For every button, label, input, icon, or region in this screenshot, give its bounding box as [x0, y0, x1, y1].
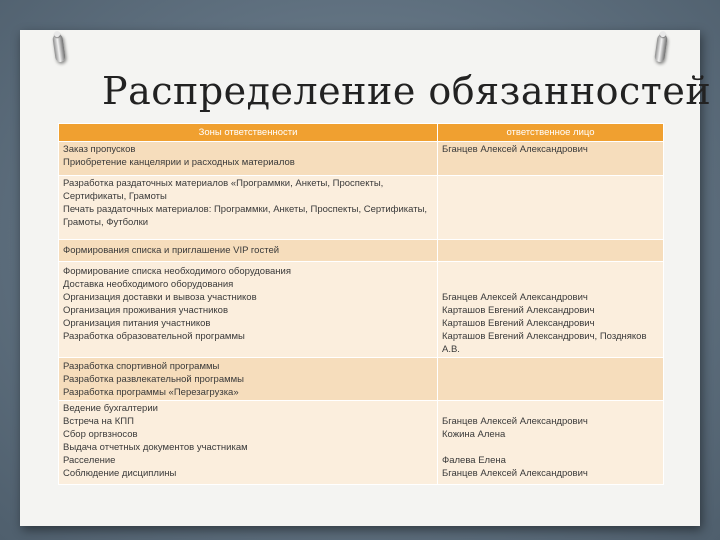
zone-item: Организация проживания участников — [63, 305, 228, 316]
responsibilities-table — [58, 123, 664, 485]
table-row — [59, 262, 664, 358]
zone-item: Формирования списка и приглашение VIP гостей — [63, 245, 280, 256]
zones-cell — [59, 358, 438, 401]
zone-item: Разработка раздаточных материалов «Программки, Анкеты, Проспекты, Сертификаты, Грамоты — [63, 178, 384, 202]
zone-item: Разработка спортивной программы — [63, 361, 220, 372]
zone-item: Организация доставки и вывоза участников — [63, 292, 257, 303]
zones-cell — [59, 240, 438, 262]
person-item: Карташов Евгений Александрович, Поздняков А.В. — [442, 331, 647, 355]
person-cell — [438, 142, 664, 176]
table-header-row — [59, 124, 664, 142]
zones-cell — [59, 262, 438, 358]
zone-item: Формирование списка необходимого оборудования — [63, 266, 291, 277]
zone-item: Соблюдение дисциплины — [63, 468, 177, 479]
person-cell — [438, 358, 664, 401]
person-item: Карташов Евгений Александрович — [442, 318, 595, 329]
zone-item: Встреча на КПП — [63, 416, 134, 427]
person-item: Бганцев Алексей Александрович — [442, 468, 588, 479]
zone-item: Разработка образовательной программы — [63, 331, 245, 342]
zone-item: Организация питания участников — [63, 318, 211, 329]
person-item: Бганцев Алексей Александрович — [442, 292, 588, 303]
table-row — [59, 358, 664, 401]
table-row — [59, 401, 664, 485]
zone-item: Разработка развлекательной программы — [63, 374, 245, 385]
person-cell — [438, 240, 664, 262]
page-title: Распределение обязанностей — [102, 69, 712, 113]
pin-left-icon — [52, 33, 66, 62]
header-zones: Зоны ответственности — [59, 124, 438, 142]
zones-cell — [59, 176, 438, 240]
person-item — [442, 402, 659, 415]
zone-item: Приобретение канцелярии и расходных материалов — [63, 157, 295, 168]
pin-right-icon — [654, 33, 668, 62]
zone-item: Печать раздаточных материалов: Программки, Анкеты, Проспекты, Сертификаты, Грамоты, Футболки — [63, 204, 428, 228]
zone-item: Доставка необходимого оборудования — [63, 279, 234, 290]
table-row — [59, 240, 664, 262]
table-row — [59, 142, 664, 176]
zone-item: Выдача отчетных документов участникам — [63, 442, 248, 453]
person-item: Кожина Алена — [442, 429, 506, 440]
zone-item: Расселение — [63, 455, 116, 466]
header-responsible: ответственное лицо — [438, 124, 664, 142]
person-item — [442, 441, 659, 454]
person-item — [442, 265, 659, 278]
person-item — [442, 278, 659, 291]
zone-item: Ведение бухгалтерии — [63, 403, 158, 414]
zone-item: Разработка программы «Перезагрузка» — [63, 387, 239, 398]
person-item: Бганцев Алексей Александрович — [442, 416, 588, 427]
person-cell — [438, 176, 664, 240]
table-row — [59, 176, 664, 240]
person-cell — [438, 401, 664, 485]
person-cell — [438, 262, 664, 358]
zone-item: Заказ пропусков — [63, 144, 136, 155]
zones-cell — [59, 142, 438, 176]
zone-item: Сбор оргвзносов — [63, 429, 138, 440]
person-item: Фалева Елена — [442, 455, 506, 466]
zones-cell — [59, 401, 438, 485]
person-item: Бганцев Алексей Александрович — [442, 144, 588, 155]
person-item: Карташов Евгений Александрович — [442, 305, 595, 316]
